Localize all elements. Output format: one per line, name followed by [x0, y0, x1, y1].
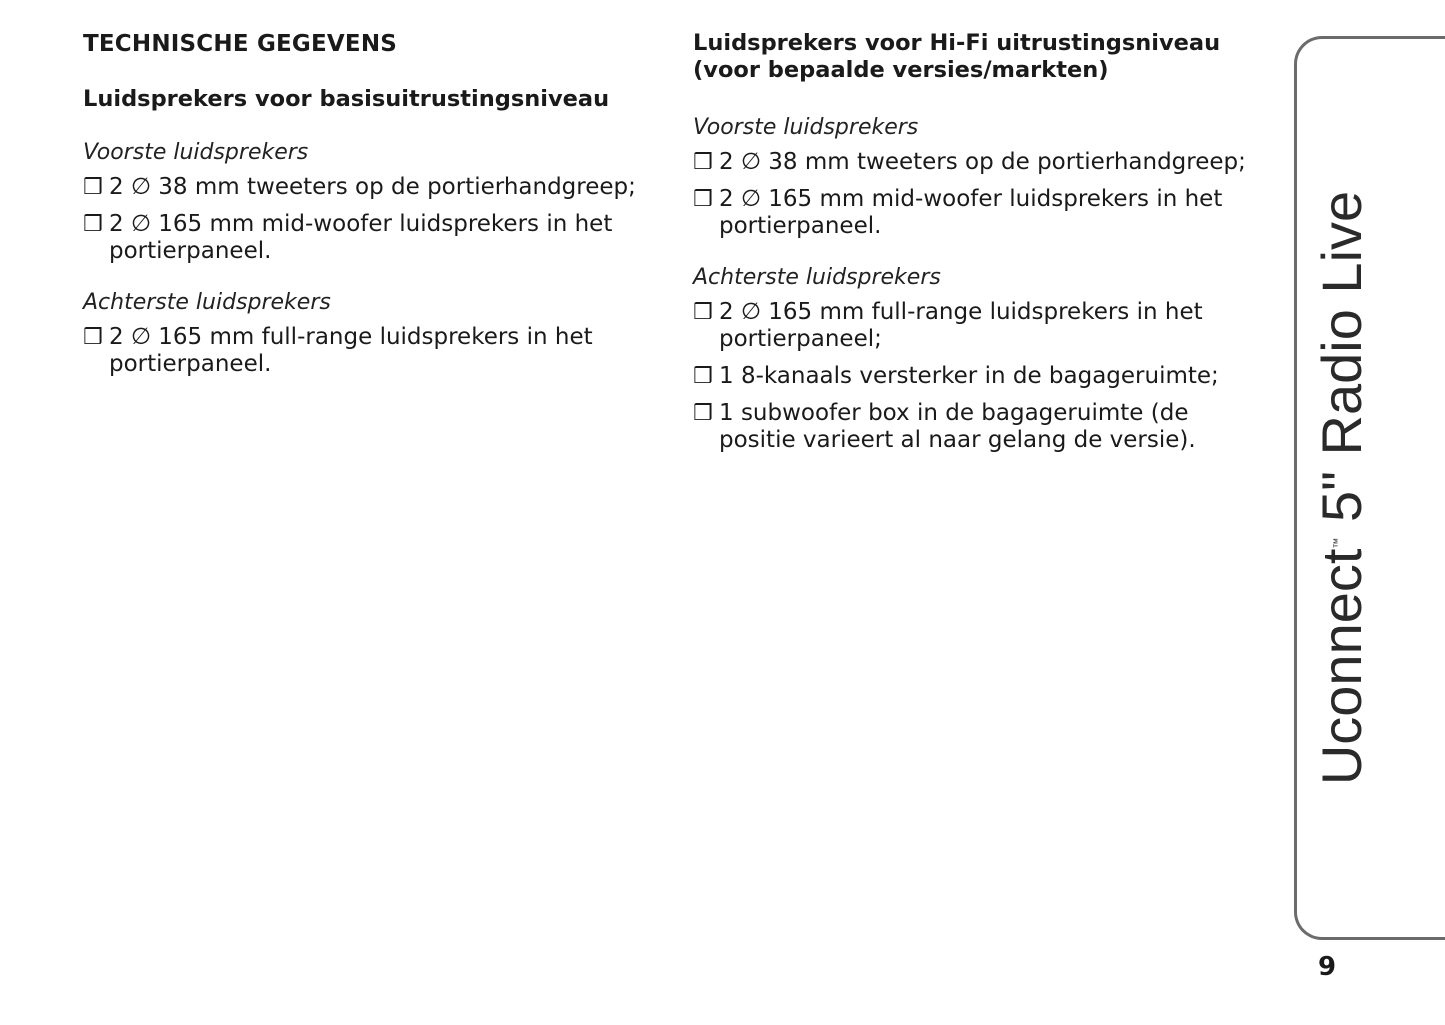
trademark-mark: ™: [1332, 537, 1345, 549]
list-item: ❒ 2 ∅ 165 mm full-range luidsprekers in het portierpaneel;: [693, 299, 1203, 352]
checkbox-bullet-icon: ❒: [693, 364, 713, 389]
list-item: ❒ 2 ∅ 38 mm tweeters op de portierhandgreep;: [83, 174, 636, 200]
right-column: [693, 30, 1263, 478]
front-speakers-title: Voorste luidsprekers: [83, 140, 309, 165]
list-item: ❒ 2 ∅ 165 mm mid-woofer luidsprekers in het portierpaneel.: [693, 186, 1223, 239]
chapter-title-rest: 5" Radio Live: [1309, 190, 1373, 538]
list-item: ❒ 1 8-kanaals versterker in de bagageruimte;: [693, 363, 1219, 389]
checkbox-bullet-icon: ❒: [693, 187, 713, 212]
left-column: [83, 30, 643, 402]
list-item: ❒ 1 subwoofer box in de bagageruimte (de positie varieert al naar gelang de versie).: [693, 400, 1196, 453]
front-speakers-list: [693, 149, 1263, 240]
section-heading: TECHNISCHE GEGEVENS: [83, 31, 398, 57]
checkbox-bullet-icon: ❒: [693, 150, 713, 175]
hifi-speakers-heading: Luidsprekers voor Hi-Fi uitrustingsniveau (voor bepaalde versies/markten): [693, 30, 1221, 83]
rear-speakers-list: [83, 324, 643, 378]
chapter-title: [1308, 191, 1372, 785]
rear-speakers-title: Achterste luidsprekers: [693, 265, 941, 290]
front-speakers-list: [83, 174, 643, 265]
chapter-brand: Uconnect: [1309, 548, 1373, 786]
checkbox-bullet-icon: ❒: [693, 401, 713, 426]
checkbox-bullet-icon: ❒: [83, 175, 103, 200]
list-item: ❒ 2 ∅ 38 mm tweeters op de portierhandgreep;: [693, 149, 1246, 175]
rear-speakers-list: [693, 299, 1263, 454]
page-number: 9: [1318, 952, 1337, 982]
front-speakers-title: Voorste luidsprekers: [693, 115, 919, 140]
basic-speakers-heading: Luidsprekers voor basisuitrustingsniveau: [83, 86, 610, 112]
list-item: ❒ 2 ∅ 165 mm mid-woofer luidsprekers in het portierpaneel.: [83, 211, 613, 264]
checkbox-bullet-icon: ❒: [83, 212, 103, 237]
rear-speakers-title: Achterste luidsprekers: [83, 290, 331, 315]
list-item: ❒ 2 ∅ 165 mm full-range luidsprekers in het portierpaneel.: [83, 324, 593, 377]
checkbox-bullet-icon: ❒: [83, 325, 103, 350]
checkbox-bullet-icon: ❒: [693, 300, 713, 325]
